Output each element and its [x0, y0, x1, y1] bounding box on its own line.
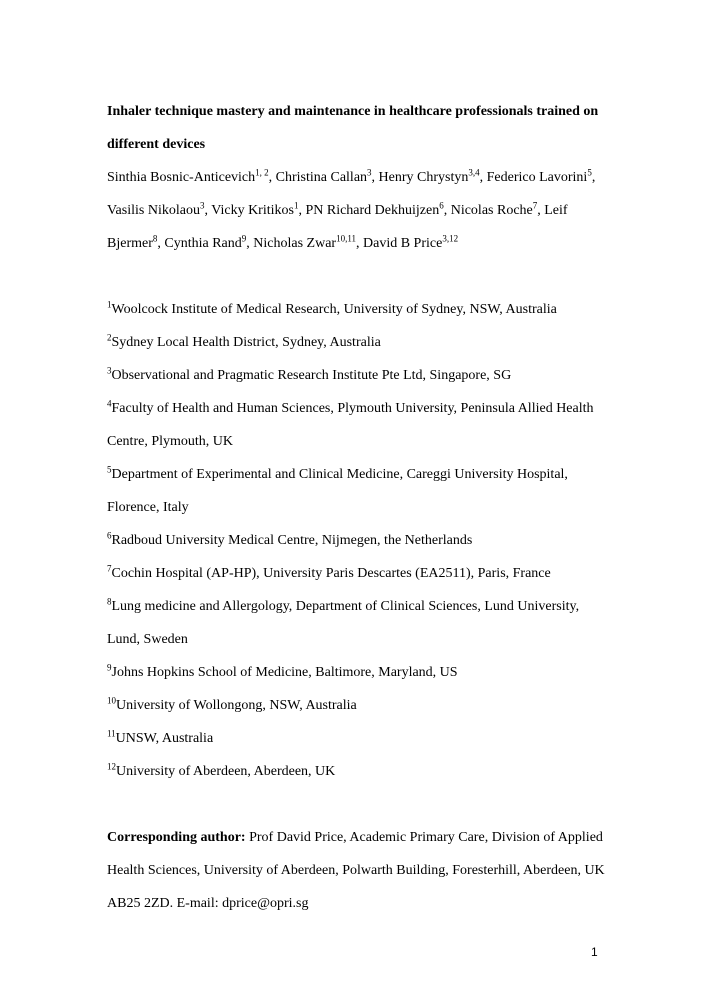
affiliation-item	[107, 524, 607, 557]
affiliation-text: Woolcock Institute of Medical Research, University of Sydney, NSW, Australia	[111, 302, 557, 317]
author-name: PN Richard Dekhuijzen	[305, 203, 440, 218]
affiliation-number: 9	[107, 662, 112, 673]
author-affiliation-sup: 5	[587, 167, 592, 178]
affiliation-item	[107, 458, 607, 524]
affiliation-item	[107, 689, 607, 722]
spacer	[107, 788, 607, 821]
affiliation-number: 3	[107, 365, 112, 376]
author-affiliation-sup: 10,11	[336, 233, 356, 244]
author-separator: ,	[268, 170, 276, 185]
author-name: Sinthia Bosnic-Anticevich	[107, 170, 256, 185]
author-name: Nicholas Zwar	[253, 236, 337, 251]
affiliation-text: Observational and Pragmatic Research Institute Pte Ltd, Singapore, SG	[111, 368, 512, 383]
author-affiliation-sup: 3,12	[442, 233, 459, 244]
author-affiliation-sup: 3	[367, 167, 372, 178]
author-name: Christina Callan	[275, 170, 368, 185]
affiliation-text: Sydney Local Health District, Sydney, Australia	[111, 335, 381, 350]
affiliation-text: Faculty of Health and Human Sciences, Plymouth University, Peninsula Allied Health Centre, Plymouth, UK	[107, 401, 594, 449]
author-affiliation-sup: 8	[152, 233, 158, 244]
affiliation-number: 12	[107, 761, 116, 772]
affiliation-item	[107, 656, 607, 689]
spacer	[107, 260, 607, 293]
affiliation-number: 7	[107, 563, 112, 574]
paper-title: Inhaler technique mastery and maintenance in healthcare professionals trained on different devices	[107, 104, 599, 152]
affiliation-text: Department of Experimental and Clinical Medicine, Careggi University Hospital, Florence, Italy	[107, 467, 568, 515]
affiliation-number: 11	[107, 728, 116, 739]
author-separator: ,	[246, 236, 254, 251]
author-separator: ,	[204, 203, 212, 218]
affiliation-text: UNSW, Australia	[115, 731, 214, 746]
corresponding-author-label: Corresponding author:	[107, 830, 246, 845]
affiliation-item	[107, 326, 607, 359]
author-separator: ,	[157, 236, 165, 251]
affiliation-text: University of Wollongong, NSW, Australia	[116, 698, 357, 713]
affiliation-item	[107, 755, 607, 788]
author-name: Cynthia Rand	[164, 236, 242, 251]
author-name: Leif Bjermer	[107, 203, 568, 251]
affiliation-text: Cochin Hospital (AP-HP), University Paris Descartes (EA2511), Paris, France	[111, 566, 551, 581]
author-separator: ,	[479, 170, 487, 185]
affiliation-number: 1	[107, 299, 112, 310]
affiliation-number: 8	[107, 596, 112, 607]
affiliation-number: 10	[107, 695, 116, 706]
affiliation-item	[107, 293, 607, 326]
author-name: Nicolas Roche	[450, 203, 533, 218]
affiliation-number: 2	[107, 332, 112, 343]
affiliation-item	[107, 590, 607, 656]
author-affiliation-sup: 9	[241, 233, 247, 244]
page-content	[107, 95, 607, 920]
affiliation-item	[107, 359, 607, 392]
affiliation-item	[107, 392, 607, 458]
affiliation-item	[107, 557, 607, 590]
author-separator: ,	[443, 203, 451, 218]
author-name: Vicky Kritikos	[211, 203, 294, 218]
author-separator: ,	[356, 236, 363, 251]
page-number: 1	[591, 945, 598, 959]
corresponding-author-details: Prof David Price, Academic Primary Care, Division of Applied Health Sciences, University of Aberdeen, Polwarth Building, Foresterhill, Aberdeen, UK AB25 2ZD. E-mail: dprice@opri.sg	[107, 830, 605, 911]
author-affiliation-sup: 3	[199, 200, 205, 211]
author-separator: ,	[537, 203, 545, 218]
author-name: Henry Chrystyn	[378, 170, 469, 185]
affiliation-text: University of Aberdeen, Aberdeen, UK	[116, 764, 336, 779]
author-name: Vasilis Nikolaou	[107, 203, 200, 218]
affiliation-list	[107, 293, 607, 788]
affiliation-number: 5	[107, 464, 112, 475]
author-name: Federico Lavorini	[486, 170, 588, 185]
affiliation-item	[107, 722, 607, 755]
affiliation-text: Lung medicine and Allergology, Department of Clinical Sciences, Lund University, Lund, Sweden	[107, 599, 580, 647]
affiliation-text: Johns Hopkins School of Medicine, Baltimore, Maryland, US	[111, 665, 458, 680]
author-separator: ,	[371, 170, 379, 185]
author-list	[107, 161, 607, 260]
author-separator: ,	[591, 170, 596, 185]
affiliation-number: 4	[107, 398, 112, 409]
author-affiliation-sup: 7	[532, 200, 538, 211]
corresponding-author	[107, 821, 607, 920]
author-separator: ,	[298, 203, 306, 218]
author-affiliation-sup: 1	[293, 200, 299, 211]
author-affiliation-sup: 1, 2	[255, 167, 269, 178]
author-affiliation-sup: 6	[439, 200, 444, 211]
author-name: David B Price	[363, 236, 443, 251]
affiliation-number: 6	[107, 530, 112, 541]
affiliation-text: Radboud University Medical Centre, Nijmegen, the Netherlands	[111, 533, 473, 548]
author-affiliation-sup: 3,4	[468, 167, 480, 178]
